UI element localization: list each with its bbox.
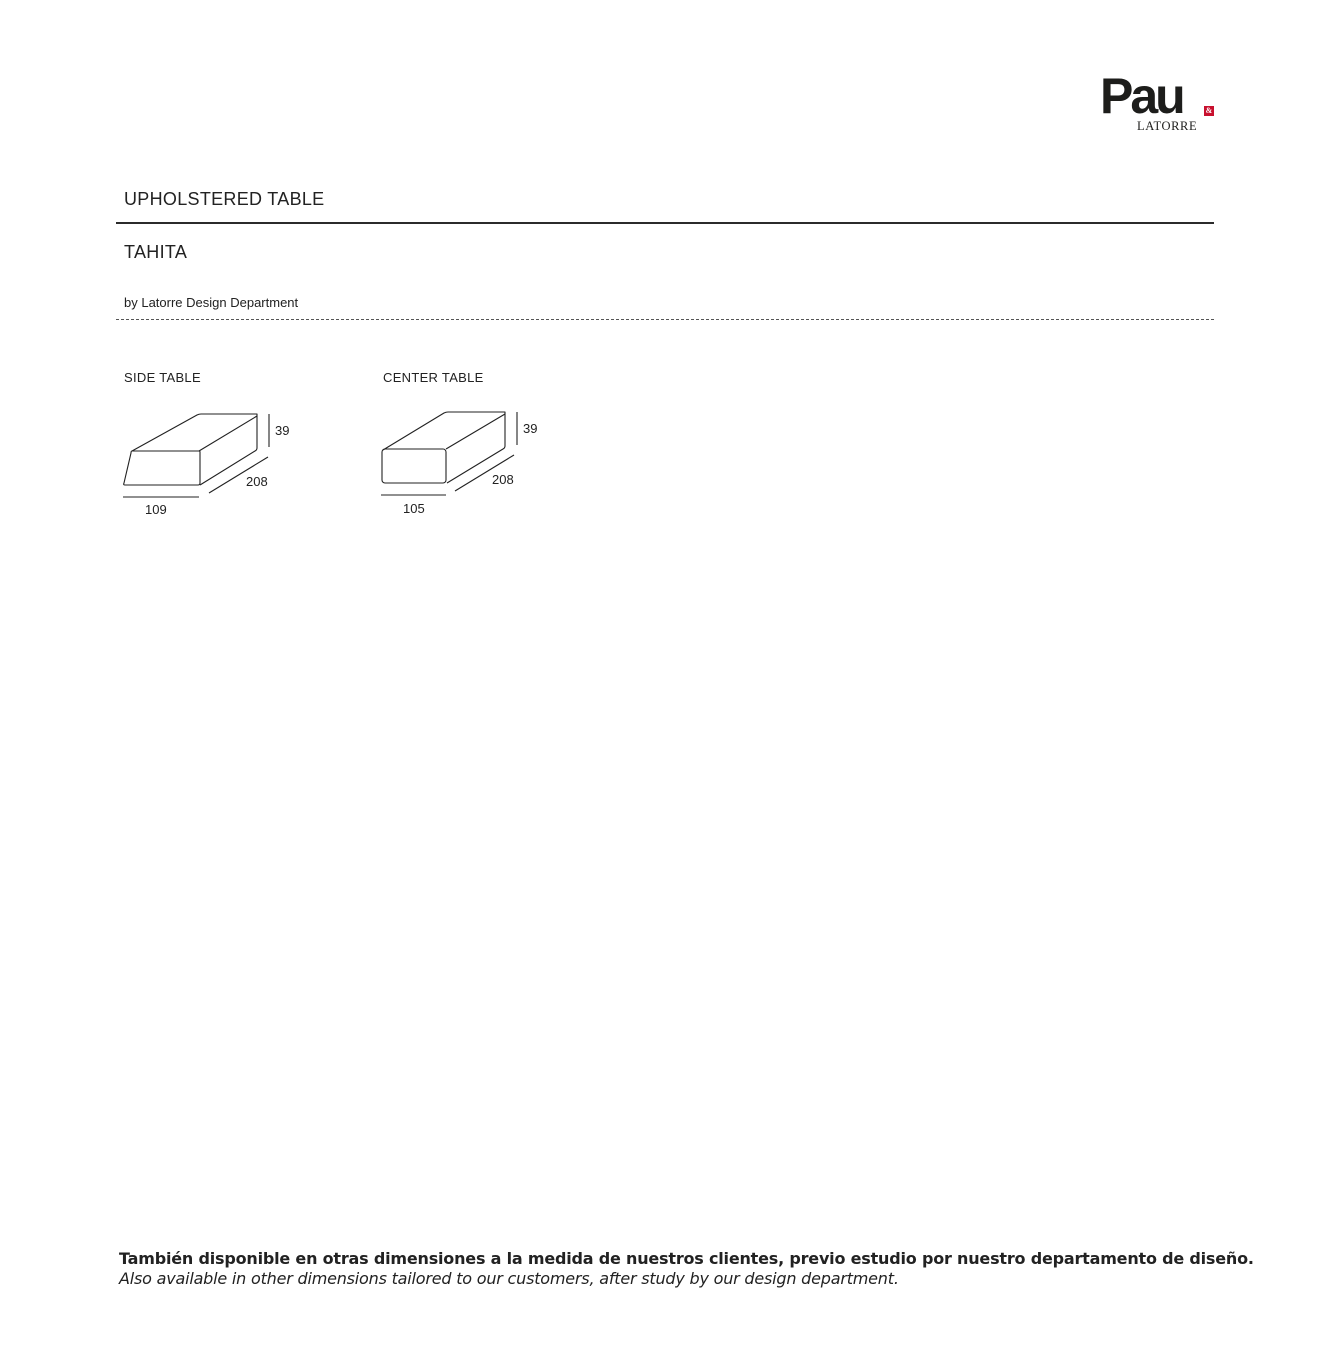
brand-sub: LATORRE	[1137, 119, 1198, 133]
designer-credit: by Latorre Design Department	[124, 295, 299, 310]
center-table-top	[383, 412, 505, 483]
brand-name: Pau	[1100, 68, 1183, 124]
center-table-height: 39	[523, 421, 538, 436]
side-table-top-edge	[199, 416, 257, 451]
product-category: UPHOLSTERED TABLE	[124, 189, 325, 209]
center-table-top-edge	[446, 414, 505, 449]
side-table-top	[132, 414, 257, 485]
footer-note-es: También disponible en otras dimensiones a la medida de nuestros clientes, previo estudio por nuestro departamento de diseño.	[119, 1249, 1254, 1268]
center-table-width: 105	[403, 501, 425, 516]
footer-note-en: Also available in other dimensions tailored to our customers, after study by our design department.	[119, 1269, 899, 1288]
brand-ampersand: &	[1205, 106, 1213, 115]
side-table-height: 39	[275, 423, 290, 438]
product-name: TAHITA	[124, 242, 188, 262]
center-table-outline	[382, 449, 446, 483]
side-table-outline	[124, 451, 200, 485]
center-table-label: CENTER TABLE	[383, 370, 484, 385]
center-table-depth: 208	[492, 472, 514, 487]
side-table-depth: 208	[246, 474, 268, 489]
side-table-label: SIDE TABLE	[124, 370, 201, 385]
side-table-width: 109	[145, 502, 167, 517]
dimension-drawings	[0, 0, 1329, 600]
